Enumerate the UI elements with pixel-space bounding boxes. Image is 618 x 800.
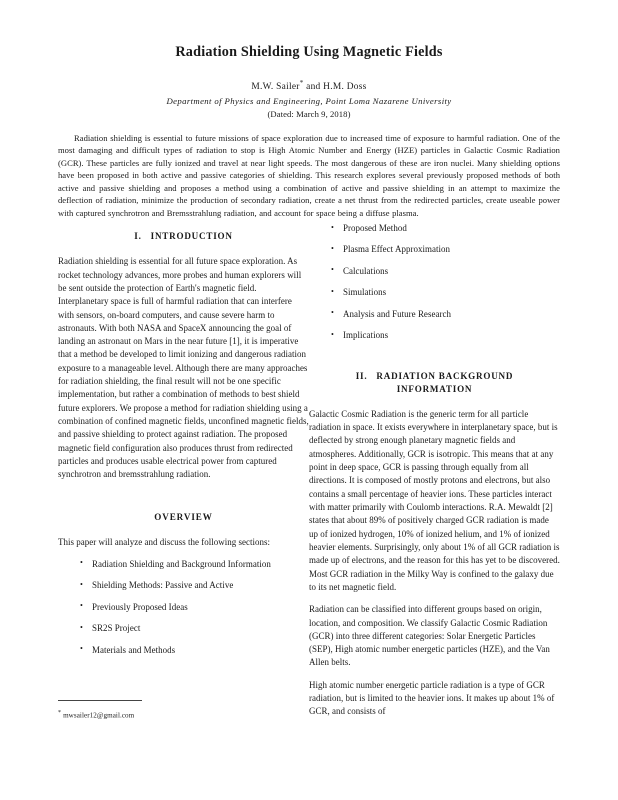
footnote-marker: *: [58, 710, 62, 716]
column-left: [58, 222, 309, 728]
list-item: • Analysis and Future Research: [331, 308, 560, 321]
dateline: (Dated: March 9, 2018): [267, 109, 351, 120]
author-primary: M.W. Sailer: [251, 82, 300, 93]
footnote-email: mwsailer12@gmail.com: [63, 711, 135, 720]
list-item: • Calculations: [331, 265, 560, 278]
overview-list-right: [309, 222, 560, 342]
author-footnote-marker: *: [299, 79, 304, 88]
list-item: • SR2S Project: [80, 622, 309, 635]
overview-lead: This paper will analyze and discuss the following sections:: [58, 536, 271, 547]
page-title: Radiation Shielding Using Magnetic Fields: [175, 44, 443, 60]
section-heading-background: [309, 370, 560, 395]
author-line: [0, 79, 618, 94]
abstract: Radiation shielding is essential to future missions of space exploration due to increased time of exposure to harmful radiation. One of the most damaging and difficult types of radiation to stop is High Atomic Number and Energy (HZE) particles in Galactic Cosmic Radiation (GCR). These particles are fully ionized and travel at near light speeds. The most dangerous of these are iron nuclei. Many shielding options have been proposed in both active and passive categories of shielding. This research explores several previously proposed methods of both active and passive shielding and proposes a method using a combination of active and passive shielding in an attempt to maximize the deflection of radiation, minimize the production of secondary radiation, create a net thrust from the redirected particles, create useable power with captured synchrotron and Bremsstrahlung radiation, and account for space being a diffuse plasma.: [58, 133, 560, 218]
section-number-introduction: I.: [134, 231, 142, 241]
two-column-body: [0, 222, 618, 728]
footnote-area: [58, 700, 309, 721]
section-heading-overview: OVERVIEW: [154, 511, 213, 522]
list-item: • Materials and Methods: [80, 644, 309, 657]
title-block: [0, 0, 618, 120]
introduction-paragraph: Radiation shielding is essential for all future space exploration. As rocket technology advances, more probes and human explorers will be sent outside the protection of Earth's magnetic field. Interplanetary space is full of harmful radiation that can interfere with sensors, on-board computers, and cause severe harm to astronauts. With both NASA and SpaceX announcing the goal of landing an astronaut on Mars in the near future [1], it is imperative that a method be developed to limit ionizing and dangerous radiation exposure to a manageable level. Although there are many approaches for radiation shielding, the final result will not be one specific implementation, but rather a combination of methods to best shield future explorers. We propose a method for radiation shielding using a combination of confined magnetic fields, unconfined magnetic fields, and passive shielding to protect against radiation. The proposed magnetic field configuration also produces thrust from redirected particles and produces usable electrical power from captured synchrotron and bremsstrahlung radiation.: [58, 256, 309, 480]
section-title-background-line2: INFORMATION: [396, 383, 473, 394]
background-paragraph-1: Galactic Cosmic Radiation is the generic term for all particle radiation in space. It exists everywhere in interplanetary space, but is deflected by strong enough planetary magnetic fields and atmospheres. Additionally, GCR is isotropic. This means that at any point in deep space, GCR is passing through equally from all directions. It is composed of mostly protons and electrons, but also contains a small percentage of heavier ions. These particles interact with matter primarily with Coulomb interactions. R.A. Mewaldt [2] states that about 89% of positively charged GCR radiation is made up of ionized hydrogen, 10% of ionized helium, and 1% of ionized heavier elements. Surprisingly, only about 1% of all GCR radiation is made up of electrons, and the reason for this has yet to be discovered. Most GCR radiation in the Milky Way is confined to the galaxy due to its net magnetic field.: [309, 408, 560, 592]
list-item: • Implications: [331, 329, 560, 342]
section-title-background-line1: RADIATION BACKGROUND: [376, 371, 514, 382]
background-paragraph-2: Radiation can be classified into different groups based on origin, location, and composition. We classify Galactic Cosmic Radiation (GCR) into three different categories: Solar Energetic Particles (SEP), High atomic number energetic particles (HZE), and the Van Allen belts.: [309, 604, 550, 668]
column-right: [309, 222, 560, 728]
list-item: • Previously Proposed Ideas: [80, 601, 309, 614]
affiliation: Department of Physics and Engineering, Point Loma Nazarene University: [166, 95, 452, 106]
footnote-rule: [58, 700, 142, 701]
author-secondary: and H.M. Doss: [303, 82, 367, 93]
list-item: • Shielding Methods: Passive and Active: [80, 579, 309, 592]
footnote-email-line: [58, 710, 309, 721]
list-item: • Proposed Method: [331, 222, 560, 235]
overview-list-left: [58, 558, 309, 657]
list-item: • Simulations: [331, 286, 560, 299]
list-item: • Radiation Shielding and Background Information: [80, 558, 309, 571]
background-paragraph-3: High atomic number energetic particle radiation is a type of GCR radiation, but is limited to the heavier ions. It makes up about 1% of GCR, and consists of: [309, 679, 555, 717]
list-item: • Plasma Effect Approximation: [331, 243, 560, 256]
section-heading-introduction: [58, 230, 309, 242]
section-number-background: II.: [355, 371, 368, 382]
section-title-introduction: INTRODUCTION: [150, 231, 233, 241]
